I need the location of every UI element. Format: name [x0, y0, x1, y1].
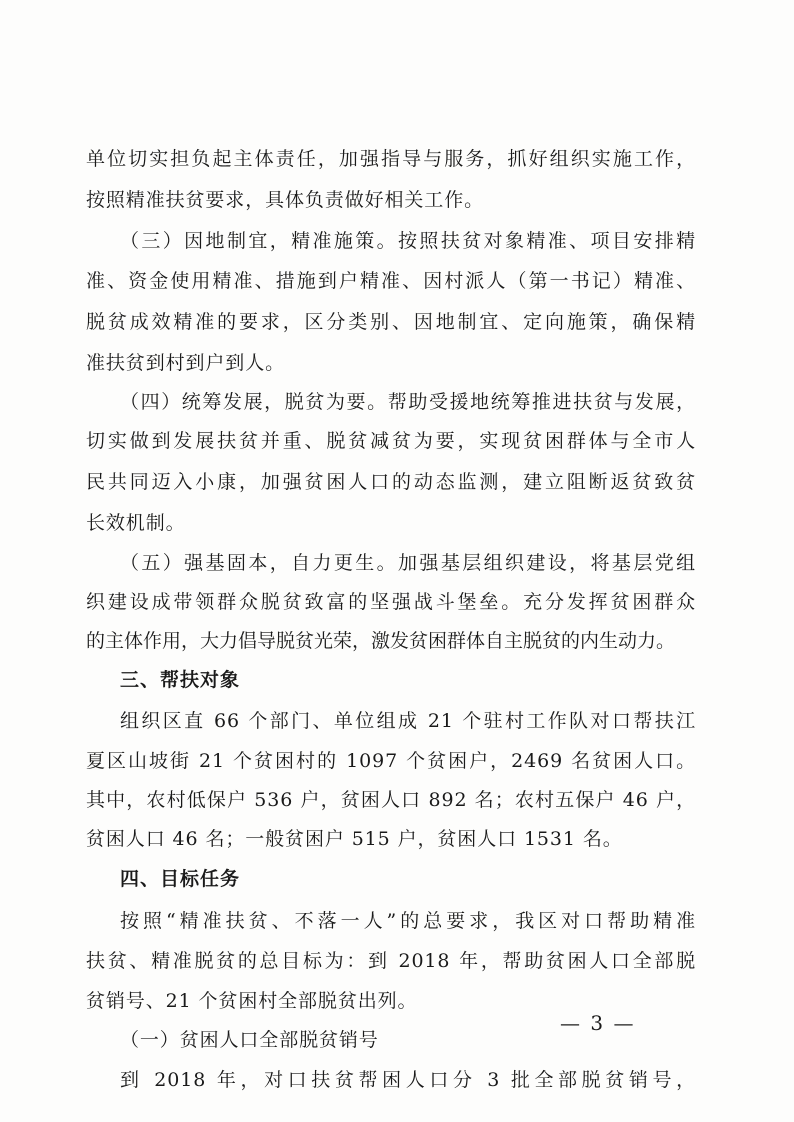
body-text-line: （四）统筹发展，脱贫为要。帮助受援地统筹推进扶贫与发展， — [120, 391, 696, 413]
body-text-line: 按照精准扶贫要求，具体负责做好相关工作。 — [86, 189, 485, 211]
body-text-line: 织建设成带领群众脱贫致富的坚强战斗堡垒。充分发挥贫困群众 — [86, 591, 696, 613]
body-text-line: 夏区山坡街 21 个贫困村的 1097 个贫困户，2469 名贫困人口。 — [86, 750, 696, 772]
body-text-line: 准扶贫到村到户到人。 — [86, 352, 286, 374]
section-heading: 四、目标任务 — [120, 868, 241, 890]
body-text-line: 其中，农村低保户 536 户，贫困人口 892 名；农村五保户 46 户， — [86, 789, 696, 811]
page-number: — 3 — — [560, 1011, 636, 1035]
body-text-line: （五）强基固本，自力更生。加强基层组织建设，将基层党组 — [120, 552, 696, 574]
body-text-line: 扶贫、精准脱贫的总目标为：到 2018 年，帮助贫困人口全部脱 — [86, 950, 696, 972]
body-text-line: 贫销号、21 个贫困村全部脱贫出列。 — [86, 990, 418, 1012]
body-text-line: 切实做到发展扶贫并重、脱贫减贫为要，实现贫困群体与全市人 — [86, 430, 696, 452]
body-text-line: 单位切实担负起主体责任，加强指导与服务，抓好组织实施工作， — [86, 148, 696, 170]
body-text-line: 到 2018 年，对口扶贫帮困人口分 3 批全部脱贫销号， — [120, 1069, 696, 1091]
body-text-line: 的主体作用，大力倡导脱贫光荣，激发贫困群体自主脱贫的内生动力。 — [86, 630, 676, 652]
subsection-heading: （一）贫困人口全部脱贫销号 — [120, 1029, 379, 1051]
body-text-line: 按照“精准扶贫、不落一人”的总要求，我区对口帮助精准 — [120, 910, 696, 932]
body-text-line: 准、资金使用精准、措施到户精准、因村派人（第一书记）精准、 — [86, 270, 696, 292]
body-text-line: 贫困人口 46 名；一般贫困户 515 户，贫困人口 1531 名。 — [86, 828, 623, 850]
body-text-line: 长效机制。 — [86, 512, 186, 534]
body-text-line: （三）因地制宜，精准施策。按照扶贫对象精准、项目安排精 — [120, 230, 696, 252]
body-text-line: 民共同迈入小康，加强贫困人口的动态监测，建立阻断返贫致贫 — [86, 471, 696, 493]
body-text-line: 组织区直 66 个部门、单位组成 21 个驻村工作队对口帮扶江 — [120, 710, 696, 732]
body-text-line: 脱贫成效精准的要求，区分类别、因地制宜、定向施策，确保精 — [86, 311, 696, 333]
section-heading: 三、帮扶对象 — [120, 669, 241, 691]
